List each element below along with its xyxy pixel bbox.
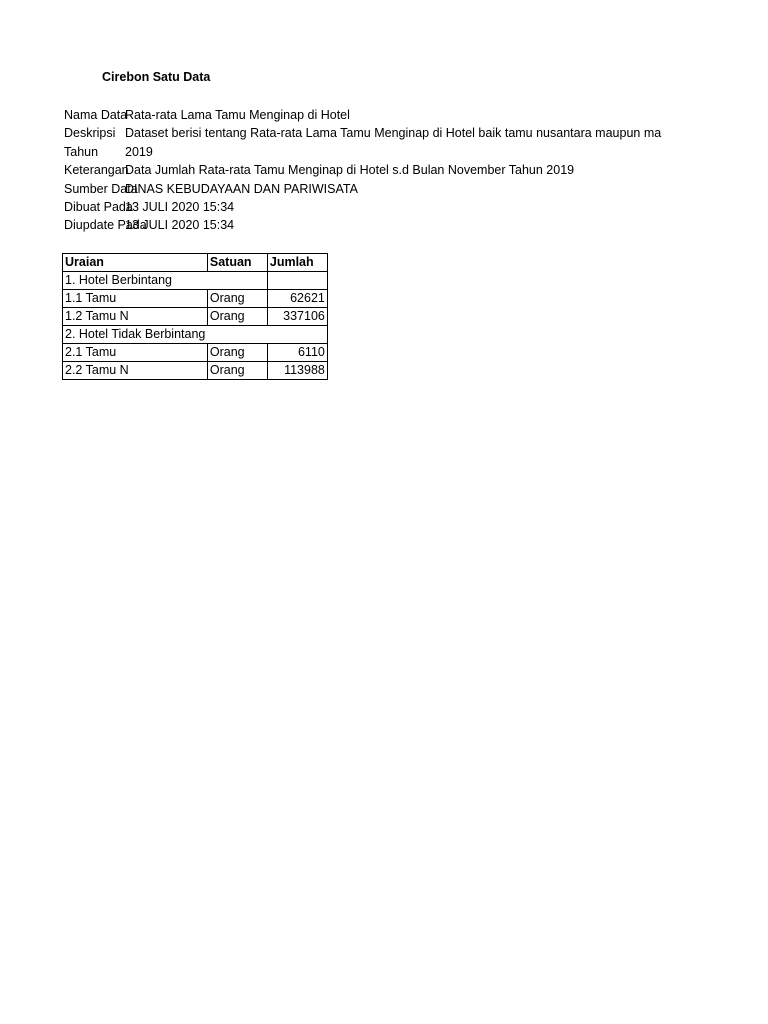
cell-jumlah: 62621 [267,290,327,308]
meta-value: Dataset berisi tentang Rata-rata Lama Tamu Menginap di Hotel baik tamu nusantara maupun ma [125,126,662,140]
cell-satuan [207,326,267,344]
cell-jumlah [267,272,327,290]
meta-label: Tahun [64,145,99,159]
cell-uraian: 2. Hotel Tidak Berbintang [63,326,208,344]
meta-row-dibuat-pada [64,198,764,216]
meta-label: Diupdate Pada [64,218,147,232]
cell-jumlah: 113988 [267,362,327,380]
cell-uraian: 1.1 Tamu [63,290,208,308]
cell-uraian: 1.2 Tamu N [63,308,208,326]
meta-row-nama-data [64,106,764,124]
header-satuan: Satuan [207,254,267,272]
cell-jumlah: 6110 [267,344,327,362]
meta-label: Sumber Data [64,182,138,196]
header-jumlah: Jumlah [267,254,327,272]
meta-value: Data Jumlah Rata-rata Tamu Menginap di Hotel s.d Bulan November Tahun 2019 [125,163,575,177]
document-title: Cirebon Satu Data [102,70,211,84]
meta-row-sumber-data [64,180,764,198]
meta-label: Deskripsi [64,126,116,140]
meta-label: Dibuat Pada [64,200,133,214]
meta-value: 2019 [125,145,153,159]
table-row [63,344,328,362]
meta-value: 13 JULI 2020 15:34 [125,218,235,232]
meta-value: 13 JULI 2020 15:34 [125,200,235,214]
cell-satuan: Orang [207,308,267,326]
meta-row-keterangan [64,161,764,179]
meta-label: Keterangan [64,163,129,177]
data-table [62,253,328,380]
table-row [63,272,328,290]
header-uraian: Uraian [63,254,208,272]
table-row [63,308,328,326]
cell-satuan [207,272,267,290]
cell-satuan: Orang [207,362,267,380]
meta-value: Rata-rata Lama Tamu Menginap di Hotel [125,108,350,122]
table-row [63,290,328,308]
meta-row-tahun [64,143,764,161]
cell-uraian: 2.2 Tamu N [63,362,208,380]
meta-label: Nama Data [64,108,128,122]
table-row [63,326,328,344]
table-row [63,362,328,380]
cell-jumlah: 337106 [267,308,327,326]
cell-satuan: Orang [207,290,267,308]
meta-value: DINAS KEBUDAYAAN DAN PARIWISATA [125,182,358,196]
cell-jumlah [267,326,327,344]
cell-satuan: Orang [207,344,267,362]
meta-row-deskripsi [64,124,764,142]
cell-uraian: 1. Hotel Berbintang [63,272,208,290]
cell-uraian: 2.1 Tamu [63,344,208,362]
meta-row-diupdate-pada [64,216,764,234]
table-header-row [63,254,328,272]
